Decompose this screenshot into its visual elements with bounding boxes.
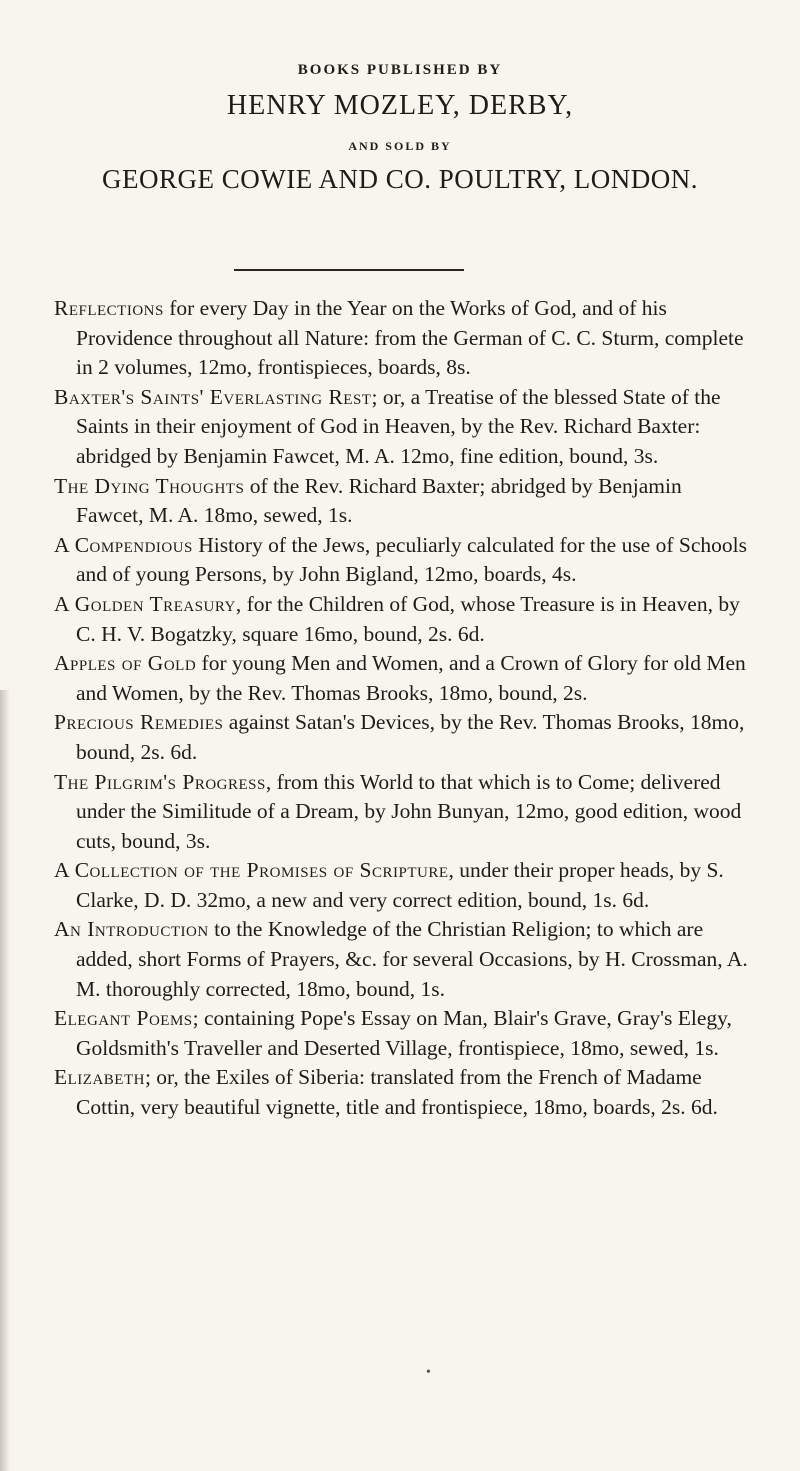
book-title: A Compendious	[54, 532, 193, 557]
book-description: to the Knowledge of the Christian Religion; to which are added, short Forms of Prayers, &c. for several Occasions, by H. Crossman, A. M. thoroughly corrected, 18mo, bound, 1s.	[76, 917, 748, 1001]
book-title: Precious Remedies	[54, 710, 224, 735]
book-entry	[54, 531, 754, 590]
book-description: for young Men and Women, and a Crown of Glory for old Men and Women, by the Rev. Thomas Brooks, 18mo, bound, 2s.	[76, 651, 746, 705]
book-description: ; containing Pope's Essay on Man, Blair's Grave, Gray's Elegy, Goldsmith's Traveller and Deserted Village, frontispiece, 18mo, sewed, 1s.	[76, 1006, 732, 1060]
header-line-publisher: HENRY MOZLEY, DERBY,	[226, 90, 574, 121]
book-entry	[54, 649, 754, 708]
book-entry	[54, 383, 754, 472]
book-title: Elizabeth	[54, 1065, 145, 1090]
book-title: A Golden Treasury	[54, 591, 236, 616]
book-entry	[54, 472, 754, 531]
book-entry	[54, 856, 754, 915]
book-title: The Dying Thoughts	[54, 473, 245, 498]
book-title: Elegant Poems	[54, 1006, 193, 1031]
book-entry	[54, 708, 754, 767]
book-title: Apples of Gold	[54, 651, 197, 676]
book-title: A Collection of the Promises of Scripture	[54, 858, 449, 883]
header-line-sold-by: AND SOLD BY	[348, 138, 452, 153]
book-description: of the Rev. Richard Baxter; abridged by Benjamin Fawcet, M. A. 18mo, sewed, 1s.	[76, 473, 682, 528]
book-description: ; or, a Treatise of the blessed State of the Saints in their enjoyment of God in Heaven, by the Rev. Richard Baxter: abridged by Benjamin Fawcet, M. A. 12mo, fine edition, bound, 3s.	[76, 384, 721, 468]
book-description: against Satan's Devices, by the Rev. Thomas Brooks, 18mo, bound, 2s. 6d.	[76, 710, 745, 764]
book-description: History of the Jews, peculiarly calculated for the use of Schools and of young Persons, by John Bigland, 12mo, boards, 4s.	[76, 532, 747, 587]
book-description: ; or, the Exiles of Siberia: translated from the French of Madame Cottin, very beautiful vignette, title and frontispiece, 18mo, boards, 2s. 6d.	[76, 1065, 718, 1120]
book-list	[54, 294, 754, 1123]
page-edge-shadow	[0, 690, 10, 1471]
book-description: , under their proper heads, by S. Clarke, D. D. 32mo, a new and very correct edition, bound, 1s. 6d.	[76, 858, 724, 912]
header-divider	[234, 269, 464, 271]
book-entry	[54, 1063, 754, 1122]
book-entry	[54, 915, 754, 1004]
publisher-header	[0, 62, 800, 195]
book-description: for every Day in the Year on the Works of God, and of his Providence throughout all Nature: from the German of C. C. Sturm, complete in 2 volumes, 12mo, frontispieces, boards, 8s.	[76, 296, 744, 380]
book-description: , for the Children of God, whose Treasure is in Heaven, by C. H. V. Bogatzky, square 16mo, bound, 2s. 6d.	[76, 591, 740, 646]
book-title: The Pilgrim's Progress	[54, 769, 266, 794]
book-entry	[54, 590, 754, 649]
book-title: Baxter's Saints' Everlasting Rest	[54, 384, 372, 409]
book-entry	[54, 294, 754, 383]
book-title: An Introduction	[54, 917, 209, 942]
book-title: Reflections	[54, 296, 164, 320]
book-entry	[54, 1004, 754, 1063]
printer-mark-icon: •	[426, 1365, 431, 1380]
book-entry	[54, 768, 754, 857]
header-line-seller: GEORGE COWIE AND CO. POULTRY, LONDON.	[101, 163, 699, 194]
header-line-books-published: BOOKS PUBLISHED BY	[297, 62, 503, 78]
book-description: , from this World to that which is to Come; delivered under the Similitude of a Dream, by John Bunyan, 12mo, good edition, wood cuts, bound, 3s.	[76, 769, 742, 853]
